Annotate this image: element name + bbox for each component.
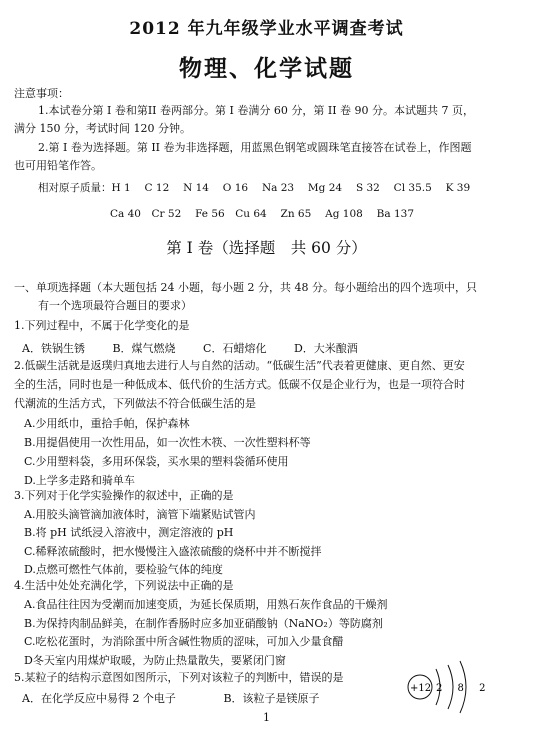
- question-1-option-a: A．铁锅生锈: [22, 342, 85, 355]
- question-2-option-c: C.少用塑料袋，多用环保袋，买水果的塑料袋循环使用: [24, 455, 289, 468]
- shell-label: 2 8 2: [436, 683, 492, 694]
- question-1-option-c: C．石蜡熔化: [203, 342, 267, 355]
- question-5-option-a: A．在化学反应中易得 2 个电子: [22, 692, 176, 705]
- question-3-stem: 3.下列对于化学实验操作的叙述中，正确的是: [14, 489, 234, 502]
- question-2-stem-line1: 2.低碳生活就是返璞归真地去进行人与自然的活动。“低碳生活”代表着更健康、更自然、更安: [14, 359, 465, 372]
- question-5-option-b: B．该粒子是镁原子: [223, 692, 320, 705]
- question-1-options: [22, 340, 382, 356]
- atomic-masses-line2: Ca 40 Cr 52 Fe 56 Cu 64 Zn 65 Ag 108 Ba 137: [110, 208, 415, 220]
- question-3-option-c: C.稀释浓硫酸时，把水慢慢注入盛浓硫酸的烧杯中并不断搅拌: [24, 545, 322, 558]
- question-2-stem-line3: 代潮流的生活方式，下列做法不符合低碳生活的是: [14, 397, 256, 410]
- question-3-option-d: D.点燃可燃性气体前，要检验气体的纯度: [24, 563, 223, 576]
- question-1-option-d: D．大米酿酒: [293, 342, 358, 355]
- question-3-option-b: B.将 pH 试纸浸入溶液中，测定溶液的 pH: [24, 526, 234, 539]
- question-1-option-b: B．煤气燃烧: [112, 342, 176, 355]
- question-4-option-a: A.食品往往因为受潮而加速变质，为延长保质期，用熟石灰作食品的干燥剂: [24, 598, 388, 611]
- question-4-option-d: D冬天室内用煤炉取暖，为防止热量散失，要紧闭门窗: [24, 654, 286, 667]
- question-5-options: [22, 690, 344, 706]
- question-1-stem: 1.下列过程中，不属于化学变化的是: [14, 319, 190, 332]
- notice-item2-line1: 2.第 I 卷为选择题。第 II 卷为非选择题，用蓝黑色钢笔或圆珠笔直接答在试卷上，作图题: [38, 141, 472, 154]
- part1-instruction-line1: 一、单项选择题（本大题包括 24 小题，每小题 2 分，共 48 分。每小题给出的四个选项中，只: [14, 281, 477, 294]
- question-5-stem: 5.某粒子的结构示意图如图所示，下列对该粒子的判断中，错误的是: [14, 671, 344, 684]
- question-3-option-a: A.用胶头滴管滴加液体时，滴管下端紧贴试管内: [24, 508, 256, 521]
- question-2-option-b: B.用提倡使用一次性用品，如一次性木筷、一次性塑料杯等: [24, 436, 311, 449]
- notice-item1-line1: 1.本试卷分第 I 卷和第II 卷两部分。第 I 卷满分 60 分，第 II 卷 90 分。本试题共 7 页，: [38, 104, 475, 117]
- notice-heading: 注意事项：: [14, 87, 69, 100]
- atomic-masses-line1: 相对原子质量：H 1 C 12 N 14 O 16 Na 23 Mg 24 S 32 Cl 35.5 K 39: [38, 182, 471, 194]
- atomic-structure-diagram: [402, 655, 492, 719]
- question-4-stem: 4.生活中处处充满化学，下列说法中正确的是: [14, 579, 234, 592]
- exam-title: 2012 年九年级学业水平调查考试: [129, 19, 404, 39]
- question-2-option-a: A.少用纸巾，重拾手帕，保护森林: [24, 417, 190, 430]
- question-2-stem-line2: 全的生活，同时也是一种低成本、低代价的生活方式。低碳不仅是企业行为，也是一项符合时: [14, 378, 465, 391]
- page-number: 1: [263, 711, 270, 724]
- section-title: 第 I 卷（选择题 共 60 分）: [166, 239, 367, 257]
- part1-instruction-line2: 有一个选项最符合题目的要求）: [38, 299, 192, 312]
- question-4-option-c: C.吃松花蛋时，为消除蛋中所含碱性物质的涩味，可加入少量食醋: [24, 635, 344, 648]
- nucleus-label: +12: [410, 683, 432, 694]
- subject-title: 物理、化学试题: [179, 55, 354, 82]
- question-2-option-d: D.上学多走路和骑单车: [24, 474, 135, 487]
- notice-item2-line2: 也可用铅笔作答。: [14, 159, 102, 172]
- notice-item1-line2: 满分 150 分，考试时间 120 分钟。: [14, 122, 191, 135]
- question-4-option-b: B.为保持肉制品鲜美，在制作香肠时应多加亚硝酸钠（NaNO₂）等防腐剂: [24, 617, 383, 630]
